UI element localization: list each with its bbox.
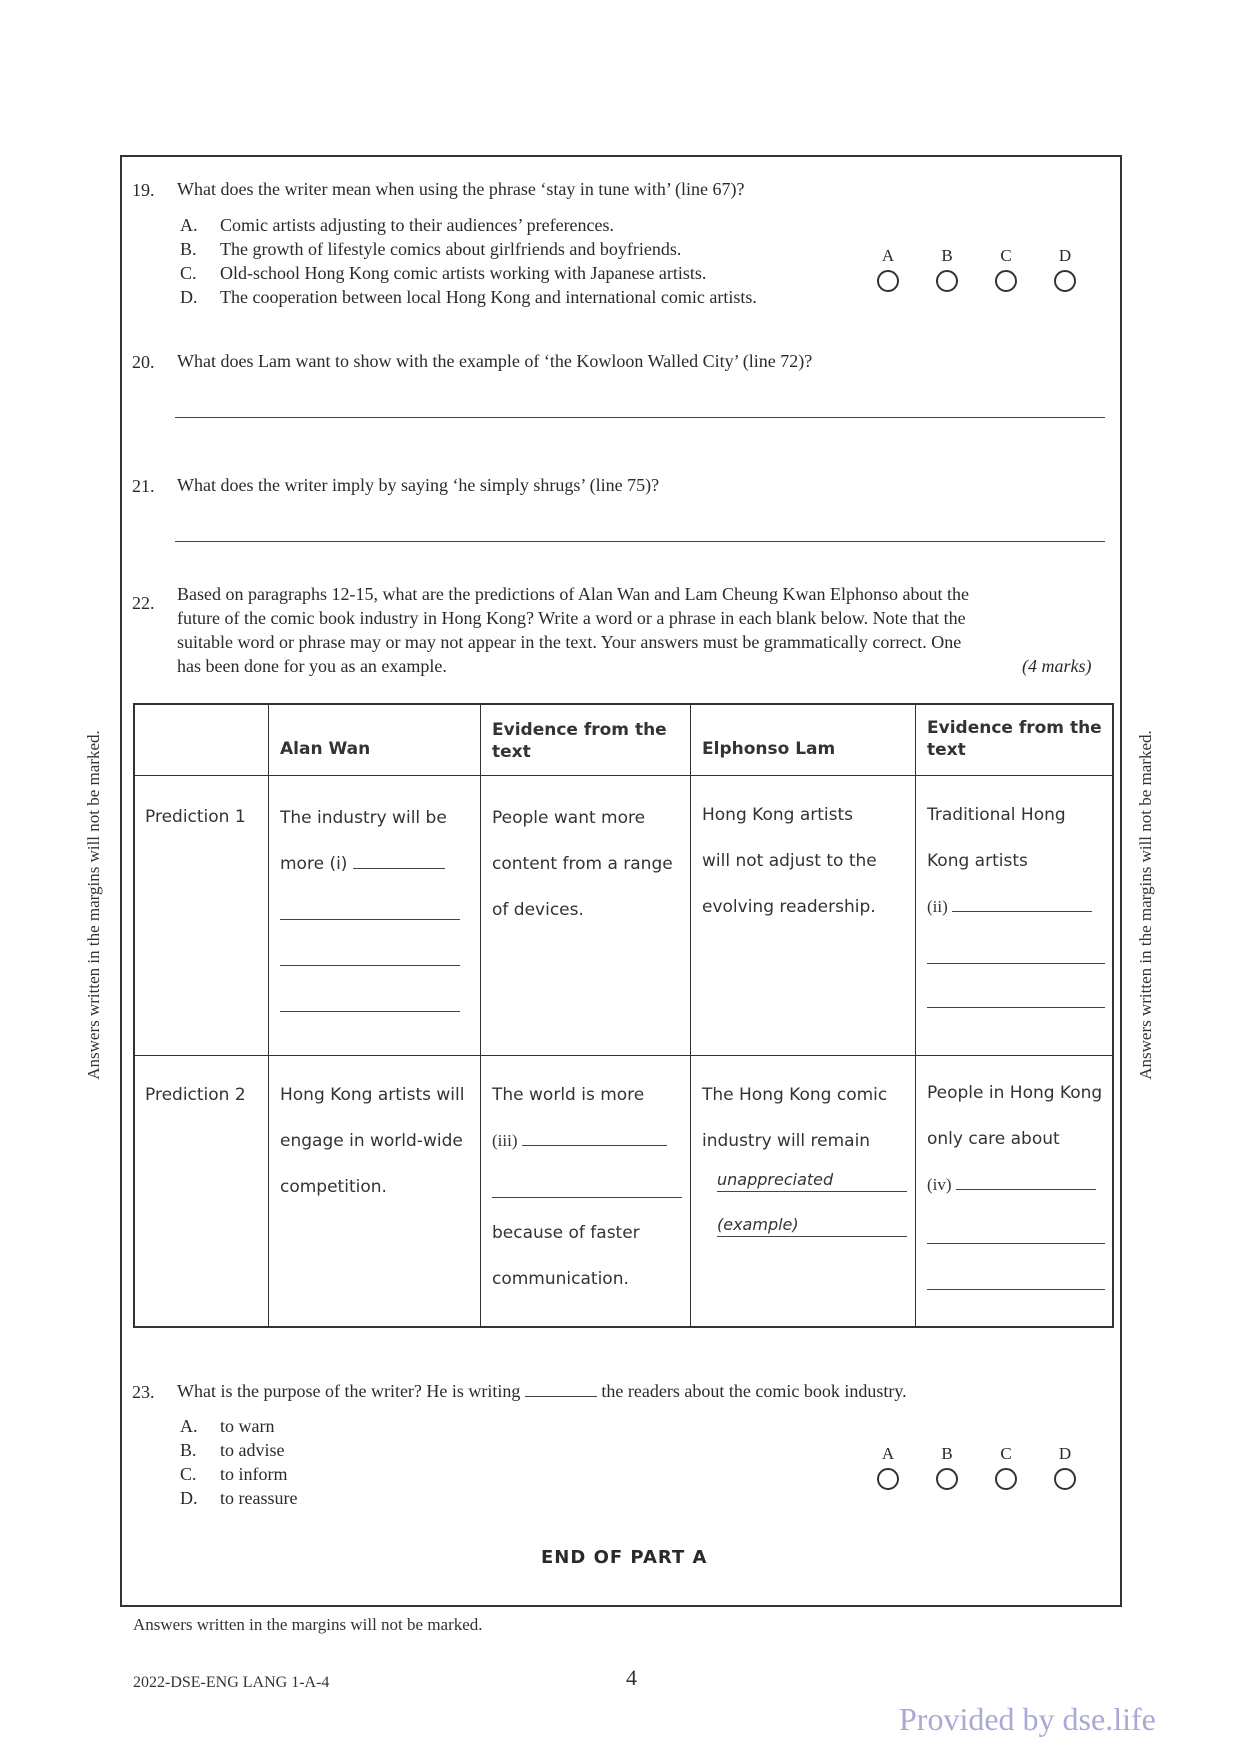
option-text: to warn	[220, 1416, 275, 1436]
answer-circle[interactable]	[877, 270, 899, 292]
q19-number: 19.	[132, 180, 155, 200]
answer-circle[interactable]	[877, 1468, 899, 1490]
q21-text: What does the writer imply by saying ‘he simply shrugs’ (line 75)?	[177, 475, 660, 495]
cell-text: industry will remain	[702, 1131, 871, 1151]
bubble-label: A	[881, 246, 895, 265]
blank-line[interactable]	[522, 1131, 667, 1146]
header-lam-evidence: Evidence from the text	[927, 718, 1102, 760]
cell-text: Hong Kong artists	[702, 805, 853, 825]
q23-option-b	[180, 1438, 285, 1462]
cell-text: Hong Kong artists will	[280, 1085, 465, 1105]
q19-bubble-a[interactable]	[873, 246, 903, 292]
header-alan-wan: Alan Wan	[280, 739, 371, 759]
blank-line[interactable]	[280, 919, 460, 920]
option-letter: D.	[180, 287, 198, 307]
option-letter: A.	[180, 1416, 198, 1436]
bubble-label: D	[1058, 1444, 1072, 1463]
q23-bubble-a[interactable]	[873, 1444, 903, 1490]
option-text: Comic artists adjusting to their audiences’ preferences.	[220, 215, 615, 235]
table-divider	[690, 705, 691, 1326]
blank-line[interactable]	[952, 897, 1092, 912]
q23-text-before: What is the purpose of the writer? He is writing	[177, 1381, 521, 1401]
q19-option-a	[180, 213, 614, 237]
bubble-label: C	[1000, 246, 1012, 265]
q23-bubble-d[interactable]	[1050, 1444, 1080, 1490]
q23-option-c	[180, 1462, 288, 1486]
q21-answer-line[interactable]	[175, 541, 1105, 542]
q22-number: 22.	[132, 593, 155, 613]
paper-code: 2022-DSE-ENG LANG 1-A-4	[133, 1674, 330, 1691]
option-text: to inform	[220, 1464, 288, 1484]
prediction-table	[133, 703, 1114, 1328]
blank-line[interactable]	[927, 1289, 1105, 1290]
cell-text: only care about	[927, 1129, 1060, 1149]
cell-blank-i	[280, 854, 445, 874]
answer-circle[interactable]	[936, 1468, 958, 1490]
cell-text: People in Hong Kong	[927, 1083, 1103, 1103]
option-letter: D.	[180, 1488, 198, 1508]
answer-circle[interactable]	[995, 270, 1017, 292]
q23-number: 23.	[132, 1382, 155, 1402]
cell-text: (ii)	[927, 897, 948, 916]
q19-option-d	[180, 285, 757, 309]
end-of-part-heading: END OF PART A	[541, 1547, 708, 1568]
bubble-label: A	[881, 1444, 895, 1463]
table-divider	[135, 1055, 1112, 1056]
example-answer: unappreciated	[717, 1170, 907, 1192]
answer-circle[interactable]	[936, 270, 958, 292]
cell-text: engage in world-wide	[280, 1131, 463, 1151]
cell-text: of devices.	[492, 900, 584, 920]
option-letter: C.	[180, 263, 197, 283]
row-label-prediction-2: Prediction 2	[145, 1085, 246, 1105]
cell-text: (iii)	[492, 1131, 518, 1150]
q23-option-d	[180, 1486, 297, 1510]
q22-marks: (4 marks)	[1022, 656, 1092, 676]
answer-circle[interactable]	[1054, 1468, 1076, 1490]
q23-option-a	[180, 1414, 274, 1438]
q20-number: 20.	[132, 352, 155, 372]
blank-line[interactable]	[927, 1007, 1105, 1008]
q20-text: What does Lam want to show with the example of ‘the Kowloon Walled City’ (line 72)?	[177, 351, 813, 371]
table-divider	[480, 705, 481, 1326]
option-letter: B.	[180, 1440, 197, 1460]
cell-text: The world is more	[492, 1085, 645, 1105]
right-margin-note: Answers written in the margins will not be marked.	[1136, 730, 1155, 1080]
example-label: (example)	[717, 1215, 907, 1237]
option-letter: A.	[180, 215, 198, 235]
cell-text: (iv)	[927, 1175, 952, 1194]
q22-line: suitable word or phrase may or may not appear in the text. Your answers must be grammatically correct. One	[177, 632, 962, 652]
blank-line[interactable]	[492, 1197, 682, 1198]
bubble-label: C	[1000, 1444, 1012, 1463]
cell-text: communication.	[492, 1269, 629, 1289]
cell-text: because of faster	[492, 1223, 640, 1243]
option-text: to advise	[220, 1440, 285, 1460]
q23-text	[177, 1379, 907, 1403]
q23-text-after: the readers about the comic book industry.	[601, 1381, 907, 1401]
bubble-label: B	[941, 1444, 953, 1463]
q19-bubble-d[interactable]	[1050, 246, 1080, 292]
table-divider	[268, 705, 269, 1326]
q19-option-c	[180, 261, 706, 285]
cell-text: Traditional Hong	[927, 805, 1066, 825]
cell-text: The Hong Kong comic	[702, 1085, 888, 1105]
q19-bubble-c[interactable]	[991, 246, 1021, 292]
bubble-label: B	[941, 246, 953, 265]
page-number: 4	[626, 1665, 637, 1690]
cell-blank-iii	[492, 1131, 667, 1151]
option-text: The growth of lifestyle comics about girlfriends and boyfriends.	[220, 239, 682, 259]
cell-text: People want more	[492, 808, 646, 828]
blank-line[interactable]	[956, 1175, 1096, 1190]
table-divider	[915, 705, 916, 1326]
blank-line[interactable]	[280, 1011, 460, 1012]
option-text: to reassure	[220, 1488, 298, 1508]
q21-number: 21.	[132, 476, 155, 496]
table-divider	[135, 775, 1112, 776]
q20-answer-line[interactable]	[175, 417, 1105, 418]
cell-text: more (i)	[280, 854, 348, 874]
cell-text: competition.	[280, 1177, 387, 1197]
header-alan-evidence: Evidence from the text	[492, 720, 667, 762]
q22-line: Based on paragraphs 12-15, what are the predictions of Alan Wan and Lam Cheung Kwan Elphonso about the	[177, 584, 970, 604]
option-letter: B.	[180, 239, 197, 259]
blank-line[interactable]	[280, 965, 460, 966]
cell-blank-ii	[927, 897, 1092, 917]
blank-line[interactable]	[927, 1243, 1105, 1244]
q19-text: What does the writer mean when using the phrase ‘stay in tune with’ (line 67)?	[177, 179, 745, 199]
option-text: Old-school Hong Kong comic artists working with Japanese artists.	[220, 263, 707, 283]
cell-text: Kong artists	[927, 851, 1028, 871]
blank-line[interactable]	[353, 854, 445, 869]
q22-line: future of the comic book industry in Hong Kong? Write a word or a phrase in each blank below. Note that the	[177, 608, 966, 628]
q22-line: has been done for you as an example.	[177, 656, 447, 676]
q19-option-b	[180, 237, 681, 261]
q19-bubble-b[interactable]	[932, 246, 962, 292]
cell-text: content from a range	[492, 854, 673, 874]
cell-text: evolving readership.	[702, 897, 876, 917]
bubble-label: D	[1058, 246, 1072, 265]
answer-circle[interactable]	[995, 1468, 1017, 1490]
footer-margin-note: Answers written in the margins will not be marked.	[133, 1615, 483, 1634]
header-elphonso-lam: Elphonso Lam	[702, 739, 836, 759]
watermark-brand: Provided by dse.life	[899, 1701, 1156, 1737]
cell-text: will not adjust to the	[702, 851, 877, 871]
answer-circle[interactable]	[1054, 270, 1076, 292]
cell-blank-iv	[927, 1175, 1096, 1195]
left-margin-note: Answers written in the margins will not be marked.	[84, 730, 103, 1080]
blank-line[interactable]	[525, 1382, 597, 1397]
option-letter: C.	[180, 1464, 197, 1484]
blank-line[interactable]	[927, 963, 1105, 964]
row-label-prediction-1: Prediction 1	[145, 807, 246, 827]
q22-text	[177, 582, 1107, 678]
q23-bubble-c[interactable]	[991, 1444, 1021, 1490]
q23-bubble-b[interactable]	[932, 1444, 962, 1490]
cell-text: The industry will be	[280, 808, 447, 828]
option-text: The cooperation between local Hong Kong and international comic artists.	[220, 287, 757, 307]
